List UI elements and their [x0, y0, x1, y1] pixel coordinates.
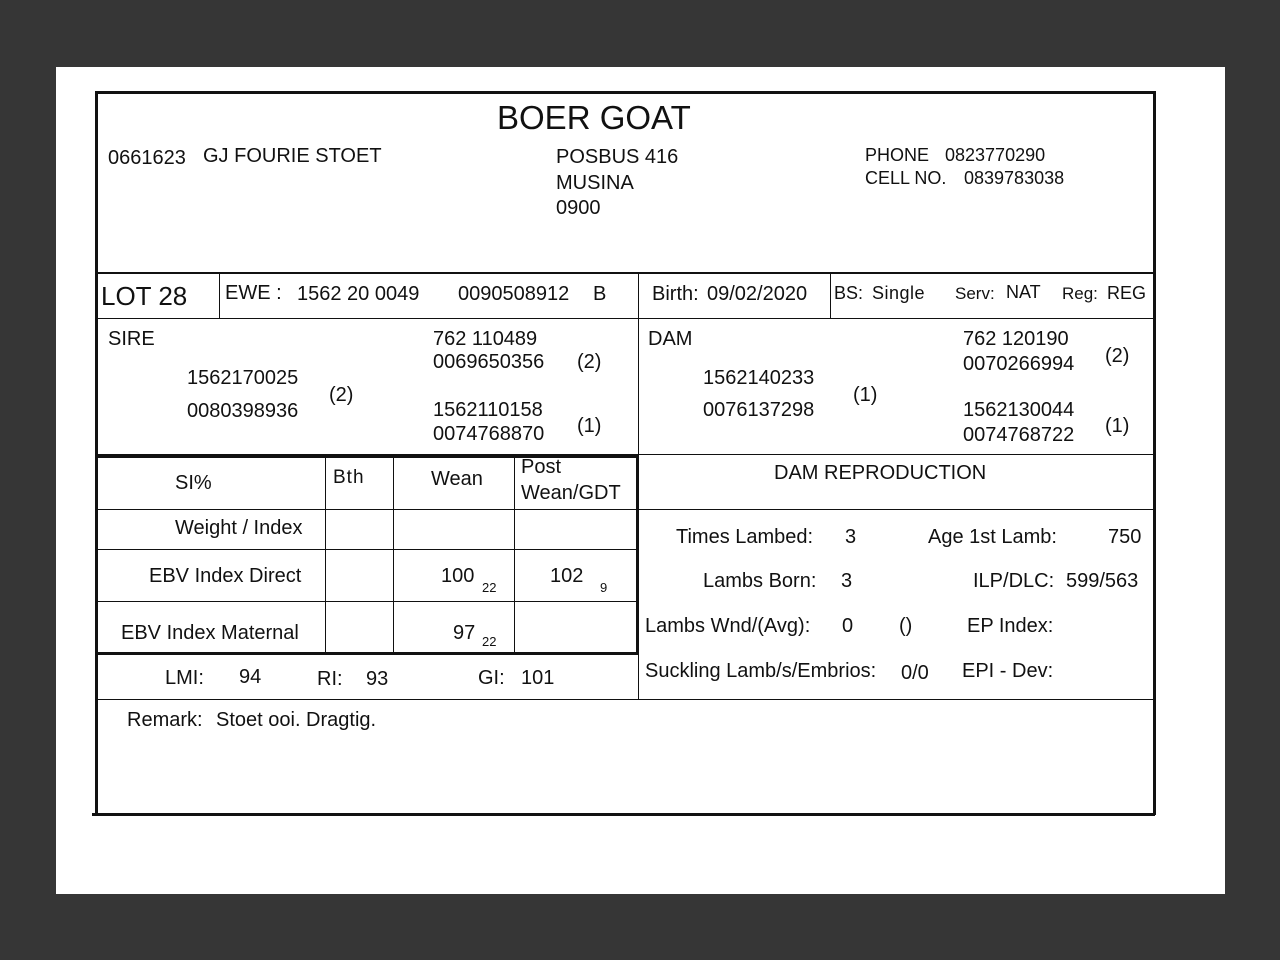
address-line-1: POSBUS 416 [556, 146, 679, 168]
direct-post-value: 102 [550, 565, 584, 587]
rule-birth-divider [830, 273, 831, 319]
maternal-wean-sub: 22 [482, 634, 497, 649]
si-percent-label: SI% [175, 472, 212, 494]
lmi-value: 94 [239, 666, 262, 688]
serv-label: Serv: [955, 284, 995, 303]
lot-number: LOT 28 [101, 281, 188, 311]
sire-grade: (2) [329, 384, 354, 406]
lot-card [95, 91, 1155, 815]
col-header-wean: Wean [431, 468, 483, 490]
rule-wean-left [393, 458, 394, 653]
rule-bth-left [325, 458, 326, 653]
rule-lot-top [95, 272, 1155, 274]
address-line-3: 0900 [556, 197, 601, 219]
ewe-grade: B [593, 283, 607, 305]
row-label-ebv-maternal: EBV Index Maternal [121, 622, 299, 644]
direct-wean-sub: 22 [482, 580, 497, 595]
sire-dam-code: 0074768870 [433, 423, 545, 445]
sire-code: 0080398936 [187, 400, 299, 422]
dam-grade: (1) [853, 384, 878, 406]
col-header-bth: Bth [333, 467, 365, 488]
phone-number: 0823770290 [945, 145, 1046, 165]
ri-label: RI: [317, 668, 343, 690]
breeder-code: 0661623 [108, 147, 186, 169]
ilp-dlc-label: ILP/DLC: [973, 570, 1055, 592]
maternal-wean-value: 97 [453, 622, 476, 644]
sire-sire-code: 0069650356 [433, 351, 545, 373]
rule-index-bottom [95, 699, 1155, 700]
sire-sire-id: 762 110489 [433, 328, 538, 350]
dam-dam-code: 0074768722 [963, 424, 1075, 446]
gi-value: 101 [521, 667, 555, 689]
sire-sire-grade: (2) [577, 351, 602, 373]
bs-value: Single [872, 283, 926, 303]
ewe-code: 0090508912 [458, 283, 570, 305]
dam-dam-id: 1562130044 [963, 399, 1075, 421]
border-left [95, 91, 98, 815]
cell-label: CELL NO. [865, 168, 947, 188]
rule-post-left [514, 458, 515, 653]
dam-label: DAM [648, 328, 693, 350]
dam-id: 1562140233 [703, 367, 815, 389]
direct-wean-value: 100 [441, 565, 475, 587]
col-header-post-line2: Wean/GDT [521, 482, 621, 504]
ri-value: 93 [366, 668, 389, 690]
row-label-ebv-direct: EBV Index Direct [149, 565, 302, 587]
border-top [95, 91, 1155, 94]
times-lambed-value: 3 [845, 526, 857, 548]
sire-label: SIRE [108, 328, 155, 350]
document-title: BOER GOAT [497, 99, 691, 136]
rule-direct-row [95, 601, 638, 602]
birth-date: 09/02/2020 [707, 283, 808, 305]
dam-code: 0076137298 [703, 399, 815, 421]
sire-dam-grade: (1) [577, 415, 602, 437]
remark-text: Stoet ooi. Dragtig. [216, 709, 377, 731]
birth-label: Birth: [652, 283, 699, 305]
rule-lot-bottom [95, 318, 1155, 319]
border-bottom [92, 813, 1155, 816]
lambs-born-value: 3 [841, 570, 853, 592]
rule-lot-divider [219, 273, 220, 319]
dam-sire-id: 762 120190 [963, 328, 1069, 350]
lambs-weaned-label: Lambs Wnd/(Avg): [645, 615, 811, 637]
dam-reproduction-heading: DAM REPRODUCTION [774, 462, 987, 484]
border-right [1153, 91, 1156, 815]
lambs-born-label: Lambs Born: [703, 570, 817, 592]
ewe-id: 1562 20 0049 [297, 283, 420, 305]
remark-label: Remark: [127, 709, 203, 731]
reg-value: REG [1107, 283, 1147, 303]
lmi-label: LMI: [165, 667, 204, 689]
gi-label: GI: [478, 667, 505, 689]
dam-sire-grade: (2) [1105, 345, 1130, 367]
dam-sire-code: 0070266994 [963, 353, 1075, 375]
ilp-dlc-value: 599/563 [1066, 570, 1139, 592]
lambs-weaned-avg: () [899, 615, 913, 637]
rule-weight-row [95, 549, 638, 550]
breeder-name: GJ FOURIE STOET [203, 145, 382, 167]
bs-label: BS: [834, 283, 864, 303]
lambs-weaned-value: 0 [842, 615, 854, 637]
sire-dam-id: 1562110158 [433, 399, 543, 421]
suckling-label: Suckling Lamb/s/Embrios: [645, 660, 877, 682]
direct-post-sub: 9 [600, 580, 608, 595]
age-first-lamb-value: 750 [1108, 526, 1142, 548]
epi-dev-label: EPI - Dev: [962, 660, 1054, 682]
rule-perf-right-thick [636, 455, 639, 655]
suckling-value: 0/0 [901, 662, 929, 684]
cell-number: 0839783038 [964, 168, 1065, 188]
reg-label: Reg: [1062, 284, 1098, 303]
dam-dam-grade: (1) [1105, 415, 1130, 437]
address-line-2: MUSINA [556, 172, 634, 194]
sire-id: 1562170025 [187, 367, 299, 389]
row-label-weight: Weight / Index [175, 517, 303, 539]
age-first-lamb-label: Age 1st Lamb: [928, 526, 1057, 548]
col-header-post-line1: Post [521, 456, 562, 478]
ep-index-label: EP Index: [967, 615, 1054, 637]
ewe-label: EWE : [225, 282, 282, 304]
phone-label: PHONE [865, 145, 930, 165]
rule-perf-header [95, 509, 1155, 510]
rule-perf-bottom [95, 652, 638, 655]
serv-value: NAT [1006, 282, 1041, 302]
times-lambed-label: Times Lambed: [676, 526, 814, 548]
